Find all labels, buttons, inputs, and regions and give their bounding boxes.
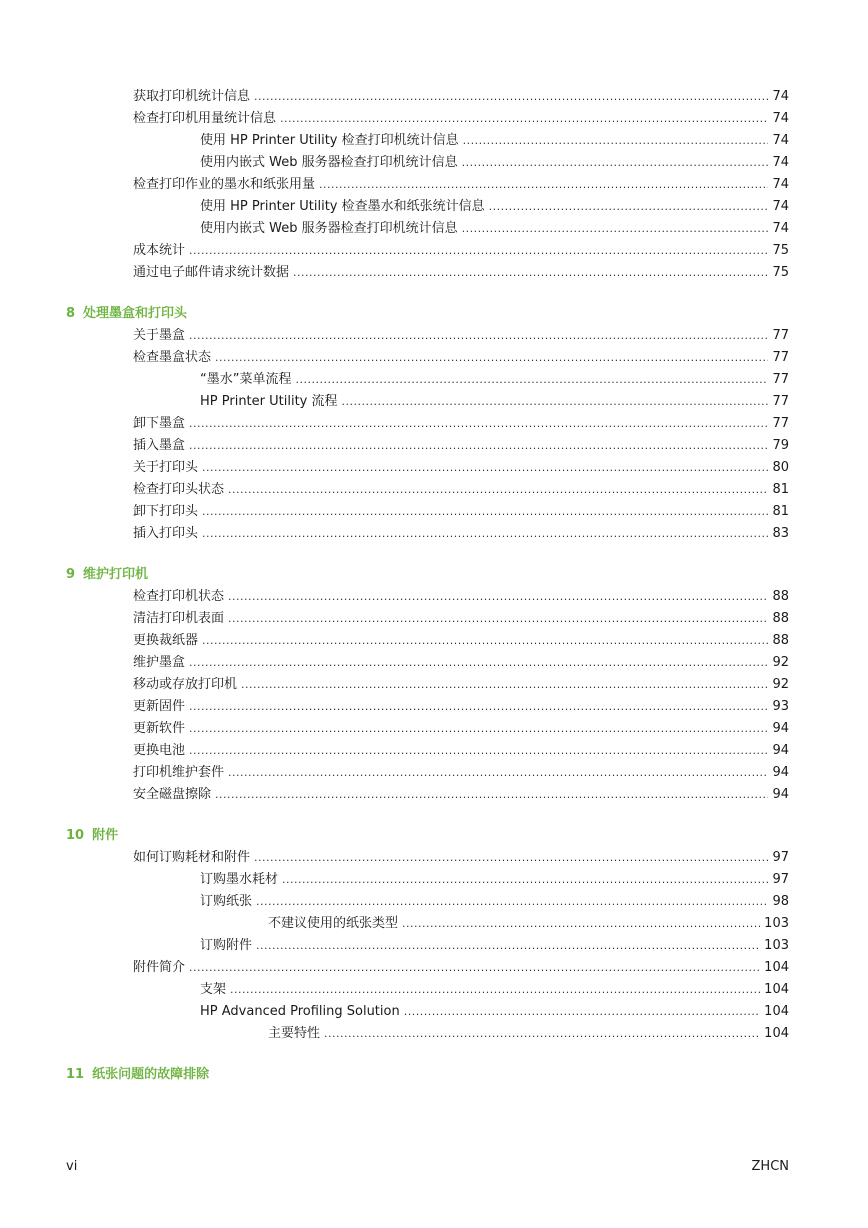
toc-entry[interactable]	[200, 936, 789, 956]
toc-entry[interactable]	[133, 109, 789, 129]
toc-entry-page: 74	[772, 133, 789, 148]
toc-entry-page: 77	[772, 372, 789, 387]
toc-entry[interactable]	[133, 609, 789, 629]
dot-leader	[189, 741, 768, 761]
toc-entry-page: 92	[772, 677, 789, 692]
toc-entry[interactable]	[133, 848, 789, 868]
toc-entry-title: 使用 HP Printer Utility 检查打印机统计信息	[200, 133, 459, 148]
toc-entry[interactable]	[200, 131, 789, 151]
toc-entry-page: 80	[772, 460, 789, 475]
dot-leader	[189, 653, 768, 673]
toc-entry[interactable]	[133, 458, 789, 478]
chapter-heading[interactable]	[66, 826, 118, 846]
dot-leader	[189, 414, 768, 434]
toc-entry-title: 卸下打印头	[133, 504, 199, 519]
toc-entry[interactable]	[133, 719, 789, 739]
toc-entry-title: 卸下墨盒	[133, 416, 186, 431]
dot-leader	[462, 219, 769, 239]
toc-entry-title: 清洁打印机表面	[133, 611, 225, 626]
toc-entry-page: 74	[772, 155, 789, 170]
toc-entry-title: 插入墨盒	[133, 438, 186, 453]
dot-leader	[489, 197, 769, 217]
toc-entry[interactable]	[200, 392, 789, 412]
toc-entry-page: 93	[772, 699, 789, 714]
toc-entry-page: 88	[772, 611, 789, 626]
chapter-title: 处理墨盒和打印头	[83, 306, 188, 321]
dot-leader	[228, 480, 768, 500]
dot-leader	[202, 502, 768, 522]
toc-entry-page: 104	[764, 960, 789, 975]
dot-leader	[256, 892, 768, 912]
toc-entry[interactable]	[200, 892, 789, 912]
dot-leader	[342, 392, 769, 412]
toc-entry-title: 检查打印头状态	[133, 482, 225, 497]
toc-entry[interactable]	[133, 241, 789, 261]
toc-entry-page: 79	[772, 438, 789, 453]
chapter-title: 附件	[92, 828, 119, 843]
chapter-heading[interactable]	[66, 565, 148, 585]
toc-entry[interactable]	[133, 87, 789, 107]
chapter-number: 11	[66, 1067, 85, 1082]
toc-entry[interactable]	[133, 763, 789, 783]
dot-leader	[189, 958, 760, 978]
toc-entry-title: 使用内嵌式 Web 服务器检查打印机统计信息	[200, 221, 458, 236]
toc-entry-title: 成本统计	[133, 243, 186, 258]
toc-entry-title: 检查打印机状态	[133, 589, 225, 604]
toc-entry[interactable]	[133, 587, 789, 607]
toc-entry[interactable]	[268, 914, 789, 934]
dot-leader	[404, 1002, 760, 1022]
toc-entry-title: 插入打印头	[133, 526, 199, 541]
dot-leader	[463, 131, 769, 151]
toc-entry[interactable]	[268, 1024, 789, 1044]
dot-leader	[189, 436, 768, 456]
toc-entry-title: 不建议使用的纸张类型	[268, 916, 399, 931]
toc-entry-page: 97	[772, 850, 789, 865]
toc-entry-page: 75	[772, 243, 789, 258]
dot-leader	[254, 848, 768, 868]
toc-entry-page: 97	[772, 872, 789, 887]
toc-entry-title: 更换电池	[133, 743, 186, 758]
toc-entry[interactable]	[133, 175, 789, 195]
toc-entry-page: 83	[772, 526, 789, 541]
toc-entry[interactable]	[133, 675, 789, 695]
dot-leader	[202, 458, 768, 478]
toc-entry-title: 附件简介	[133, 960, 186, 975]
toc-entry-title: 更换裁纸器	[133, 633, 199, 648]
toc-entry-title: HP Advanced Profiling Solution	[200, 1004, 400, 1019]
toc-entry[interactable]	[133, 502, 789, 522]
toc-entry-title: 检查打印作业的墨水和纸张用量	[133, 177, 316, 192]
chapter-title: 纸张问题的故障排除	[92, 1067, 210, 1082]
toc-entry-title: 主要特性	[268, 1026, 321, 1041]
page-number-footer: vi	[66, 1159, 78, 1174]
toc-entry[interactable]	[133, 436, 789, 456]
toc-entry-title: 通过电子邮件请求统计数据	[133, 265, 290, 280]
toc-entry-page: 81	[772, 504, 789, 519]
toc-entry[interactable]	[200, 370, 789, 390]
dot-leader	[228, 609, 768, 629]
toc-entry-page: 74	[772, 221, 789, 236]
toc-entry-title: HP Printer Utility 流程	[200, 394, 338, 409]
toc-entry-page: 104	[764, 982, 789, 997]
dot-leader	[215, 348, 768, 368]
chapter-number: 9	[66, 567, 76, 582]
toc-entry-page: 98	[772, 894, 789, 909]
toc-entry[interactable]	[133, 326, 789, 346]
toc-entry[interactable]	[133, 348, 789, 368]
dot-leader	[202, 524, 768, 544]
toc-entry-page: 77	[772, 328, 789, 343]
toc-entry-title: 更新固件	[133, 699, 186, 714]
toc-entry-title: 打印机维护套件	[133, 765, 225, 780]
dot-leader	[280, 109, 768, 129]
dot-leader	[228, 587, 768, 607]
dot-leader	[189, 719, 768, 739]
dot-leader	[282, 870, 768, 890]
toc-entry-page: 92	[772, 655, 789, 670]
toc-entry-title: 关于墨盒	[133, 328, 186, 343]
toc-entry-page: 77	[772, 416, 789, 431]
toc-entry[interactable]	[200, 197, 789, 217]
toc-entry-page: 94	[772, 721, 789, 736]
dot-leader	[256, 936, 760, 956]
dot-leader	[241, 675, 768, 695]
toc-entry[interactable]	[133, 524, 789, 544]
toc-entry-page: 88	[772, 589, 789, 604]
toc-entry[interactable]	[133, 653, 789, 673]
dot-leader	[230, 980, 760, 1000]
toc-entry-title: 维护墨盒	[133, 655, 186, 670]
toc-entry-page: 74	[772, 111, 789, 126]
toc-entry-title: 订购墨水耗材	[200, 872, 279, 887]
dot-leader	[462, 153, 769, 173]
toc-entry-page: 77	[772, 394, 789, 409]
toc-entry-title: “墨水”菜单流程	[200, 372, 292, 387]
toc-entry-title: 使用 HP Printer Utility 检查墨水和纸张统计信息	[200, 199, 485, 214]
toc-entry-page: 103	[764, 938, 789, 953]
toc-entry[interactable]	[133, 414, 789, 434]
toc-entry-page: 104	[764, 1004, 789, 1019]
chapter-number: 8	[66, 306, 76, 321]
toc-entry-page: 94	[772, 743, 789, 758]
chapter-number: 10	[66, 828, 85, 843]
toc-entry[interactable]	[200, 870, 789, 890]
toc-entry[interactable]	[133, 631, 789, 651]
language-code-footer: ZHCN	[751, 1159, 789, 1174]
toc-entry-page: 77	[772, 350, 789, 365]
toc-entry-page: 74	[772, 199, 789, 214]
toc-entry-title: 使用内嵌式 Web 服务器检查打印机统计信息	[200, 155, 458, 170]
toc-entry[interactable]	[200, 219, 789, 239]
toc-entry[interactable]	[200, 980, 789, 1000]
dot-leader	[202, 631, 768, 651]
toc-entry[interactable]	[133, 958, 789, 978]
toc-entry[interactable]	[200, 1002, 789, 1022]
toc-entry[interactable]	[133, 785, 789, 805]
toc-entry-page: 81	[772, 482, 789, 497]
toc-entry-page: 74	[772, 89, 789, 104]
toc-entry-title: 安全磁盘擦除	[133, 787, 212, 802]
toc-entry-page: 104	[764, 1026, 789, 1041]
chapter-heading[interactable]	[66, 304, 187, 324]
toc-entry-page: 103	[764, 916, 789, 931]
toc-entry-page: 94	[772, 765, 789, 780]
toc-entry-title: 移动或存放打印机	[133, 677, 238, 692]
toc-entry-page: 74	[772, 177, 789, 192]
toc-entry-title: 订购附件	[200, 938, 253, 953]
toc-entry-title: 支架	[200, 982, 227, 997]
chapter-heading[interactable]	[66, 1065, 209, 1085]
toc-entry[interactable]	[133, 741, 789, 761]
toc-entry-title: 关于打印头	[133, 460, 199, 475]
toc-entry-title: 检查打印机用量统计信息	[133, 111, 277, 126]
dot-leader	[295, 370, 768, 390]
dot-leader	[189, 241, 768, 261]
toc-entry[interactable]	[133, 697, 789, 717]
dot-leader	[319, 175, 768, 195]
dot-leader	[402, 914, 760, 934]
toc-entry[interactable]	[133, 480, 789, 500]
dot-leader	[228, 763, 768, 783]
dot-leader	[215, 785, 768, 805]
toc-entry-page: 94	[772, 787, 789, 802]
dot-leader	[324, 1024, 760, 1044]
toc-entry[interactable]	[200, 153, 789, 173]
toc-entry-title: 订购纸张	[200, 894, 253, 909]
dot-leader	[254, 87, 768, 107]
toc-entry-title: 获取打印机统计信息	[133, 89, 251, 104]
toc-entry-title: 更新软件	[133, 721, 186, 736]
toc-entry-page: 75	[772, 265, 789, 280]
dot-leader	[189, 697, 768, 717]
toc-entry-title: 检查墨盒状态	[133, 350, 212, 365]
dot-leader	[189, 326, 768, 346]
toc-entry-title: 如何订购耗材和附件	[133, 850, 251, 865]
chapter-title: 维护打印机	[83, 567, 149, 582]
toc-entry-page: 88	[772, 633, 789, 648]
dot-leader	[293, 263, 768, 283]
toc-entry[interactable]	[133, 263, 789, 283]
